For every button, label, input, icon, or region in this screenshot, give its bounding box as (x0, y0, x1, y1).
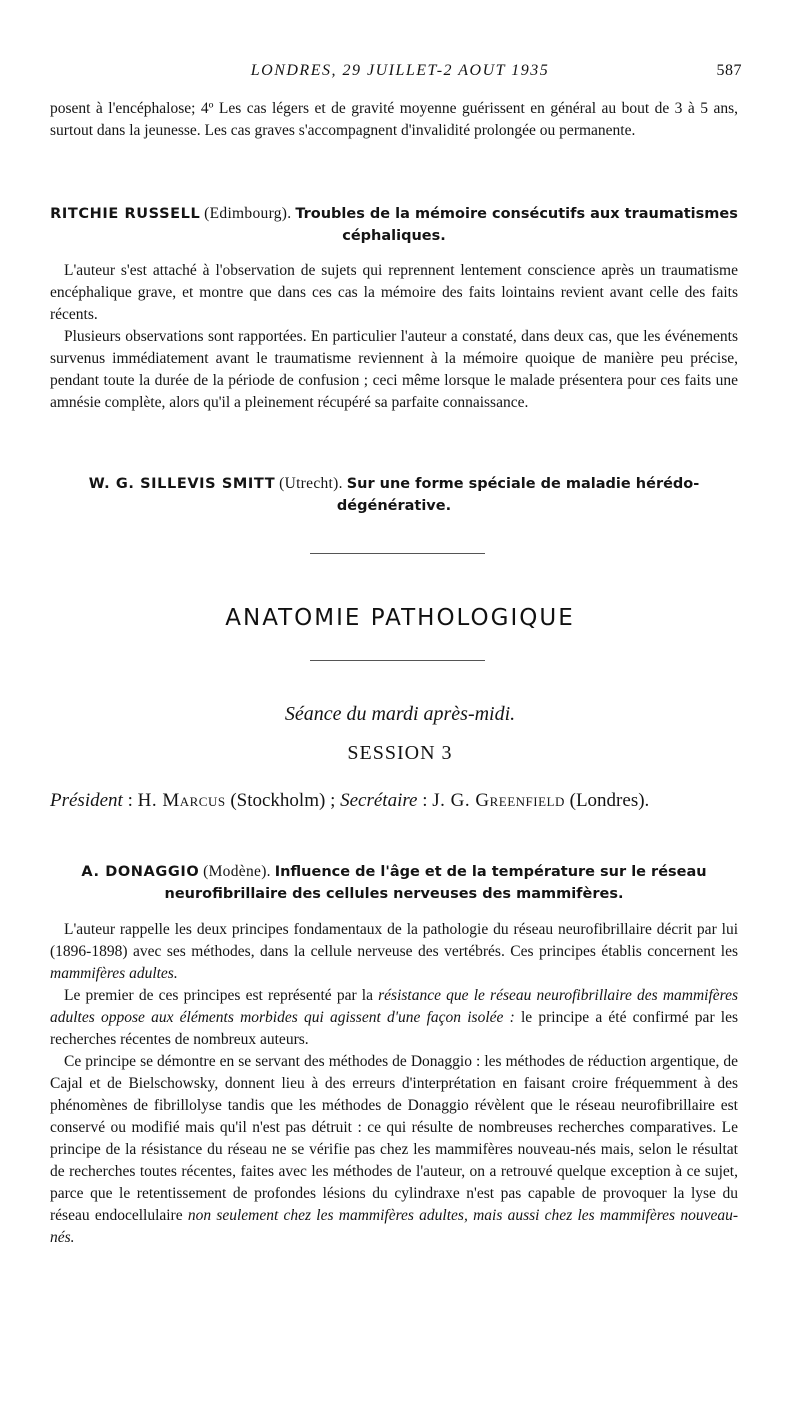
body-paragraph (50, 985, 738, 1051)
author-affiliation: (Modène). (203, 863, 271, 880)
seance-heading: Séance du mardi après-midi. (284, 703, 516, 725)
separator-rule (310, 553, 485, 554)
author-name: W. G. SILLEVIS SMITT (88, 476, 276, 492)
president-label: Président (50, 790, 123, 811)
work-title: Troubles de la mémoire consécutifs aux traumatismes céphaliques. (295, 206, 738, 244)
president-city: (Stockholm) ; (230, 790, 336, 811)
entry-russell (50, 203, 738, 414)
body-paragraph: L'auteur s'est attaché à l'observation de sujets qui reprennent lentement conscience après un traumatisme encéphalique grave, et montre que dans ces cas la mémoire des faits lointains revient avant celle des faits récents. (50, 262, 738, 323)
presidency-line: Président : H. Marcus (Stockholm) ; Secrétaire : J. G. Greenfield (Londres). (50, 790, 650, 811)
secretary-label: Secrétaire (340, 790, 418, 811)
body-paragraph (50, 1051, 738, 1249)
page-number: 587 (716, 62, 742, 79)
body-paragraph: Plusieurs observations sont rapportées. En particulier l'auteur a constaté, dans deux cas, que les événements survenus immédiatement avant le traumatisme reviennent à la mémoire quoique de manière peu précise, pendant toute la durée de la période de confusion ; ceci même lorsque le malade présentera pour ces faits une amnésie complète, alors qu'il a pleinement récupéré sa parfaite connaissance. (50, 328, 738, 411)
entry-heading (50, 203, 738, 247)
emphasis-text: non seulement chez les mammifères adultes, mais aussi chez les mammifères nouveau-nés. (50, 1207, 738, 1246)
entry-heading (50, 473, 738, 517)
author-affiliation: (Edimbourg). (204, 205, 292, 222)
secretary-city: (Londres). (569, 790, 650, 811)
author-name: RITCHIE RUSSELL (50, 206, 201, 222)
author-name: A. DONAGGIO (81, 864, 200, 880)
emphasis-text: résistance que le réseau neurofibrillaire des mammifères adultes oppose aux éléments morbides qui agissent d'une façon isolée : (50, 987, 739, 1026)
entry-donaggio (50, 861, 738, 1249)
session-heading: SESSION 3 (347, 742, 453, 764)
paragraph-text: le principe a été confirmé par les recherches récentes de nombreux auteurs. (50, 1009, 739, 1048)
section-title: ANATOMIE PATHOLOGIQUE (225, 605, 575, 631)
entry-heading (50, 861, 738, 905)
paragraph-text: Le premier de ces principes est représenté par la (64, 987, 373, 1004)
body-paragraph (50, 919, 738, 985)
paragraph-text: L'auteur rappelle les deux principes fondamentaux de la pathologie du réseau neurofibrillaire décrit par lui (1896-1898) avec ses méthodes, dans la cellule nerveuse des vertébrés. Ces principes établis concernent les (50, 921, 738, 960)
author-affiliation: (Utrecht). (279, 475, 343, 492)
presidency-block (50, 788, 738, 814)
emphasis-text: mammifères adultes. (50, 965, 178, 982)
separator-rule (310, 660, 485, 661)
president-name: H. Marcus (137, 790, 226, 811)
secretary-name: J. G. Greenfield (432, 790, 565, 811)
work-title: Influence de l'âge et de la température sur le réseau neurofibrillaire des cellules nerveuses des mammifères. (164, 864, 707, 902)
running-title: LONDRES, 29 JUILLET-2 AOUT 1935 (250, 62, 550, 79)
intro-block (50, 98, 738, 142)
work-title: Sur une forme spéciale de maladie hérédo-dégénérative. (336, 476, 700, 514)
intro-paragraph: posent à l'encéphalose; 4º Les cas légers et de gravité moyenne guérissent en général au bout de 3 à 5 ans, surtout dans la jeunesse. Les cas graves s'accompagnent d'invalidité prolongée ou permanente. (50, 100, 738, 139)
paragraph-text: Ce principe se démontre en se servant des méthodes de Donaggio : les méthodes de réduction argentique, de Cajal et de Bielschowsky, donnent lieu à des erreurs d'interprétation en faisant croire fréquemment à des phénomènes de fibrillolyse tandis que les méthodes de Donaggio révèlent que le réseau neurofibrillaire est conservé ou modifié mais qu'il n'est pas détruit : ce qui résulte de nombreuses recherches comparatives. Le principe de la résistance du réseau ne se vérifie pas chez les mammifères nouveau-nés mais, selon le résultat de recherches toutes récentes, faites avec les méthodes de l'auteur, on a retrouvé quelque exception à ce sujet, parce que le retentissement de profondes lésions du cylindraxe n'est pas capable de provoquer la lyse du réseau endocellulaire (50, 1053, 738, 1224)
entry-smitt (50, 473, 738, 517)
running-header (0, 62, 800, 86)
